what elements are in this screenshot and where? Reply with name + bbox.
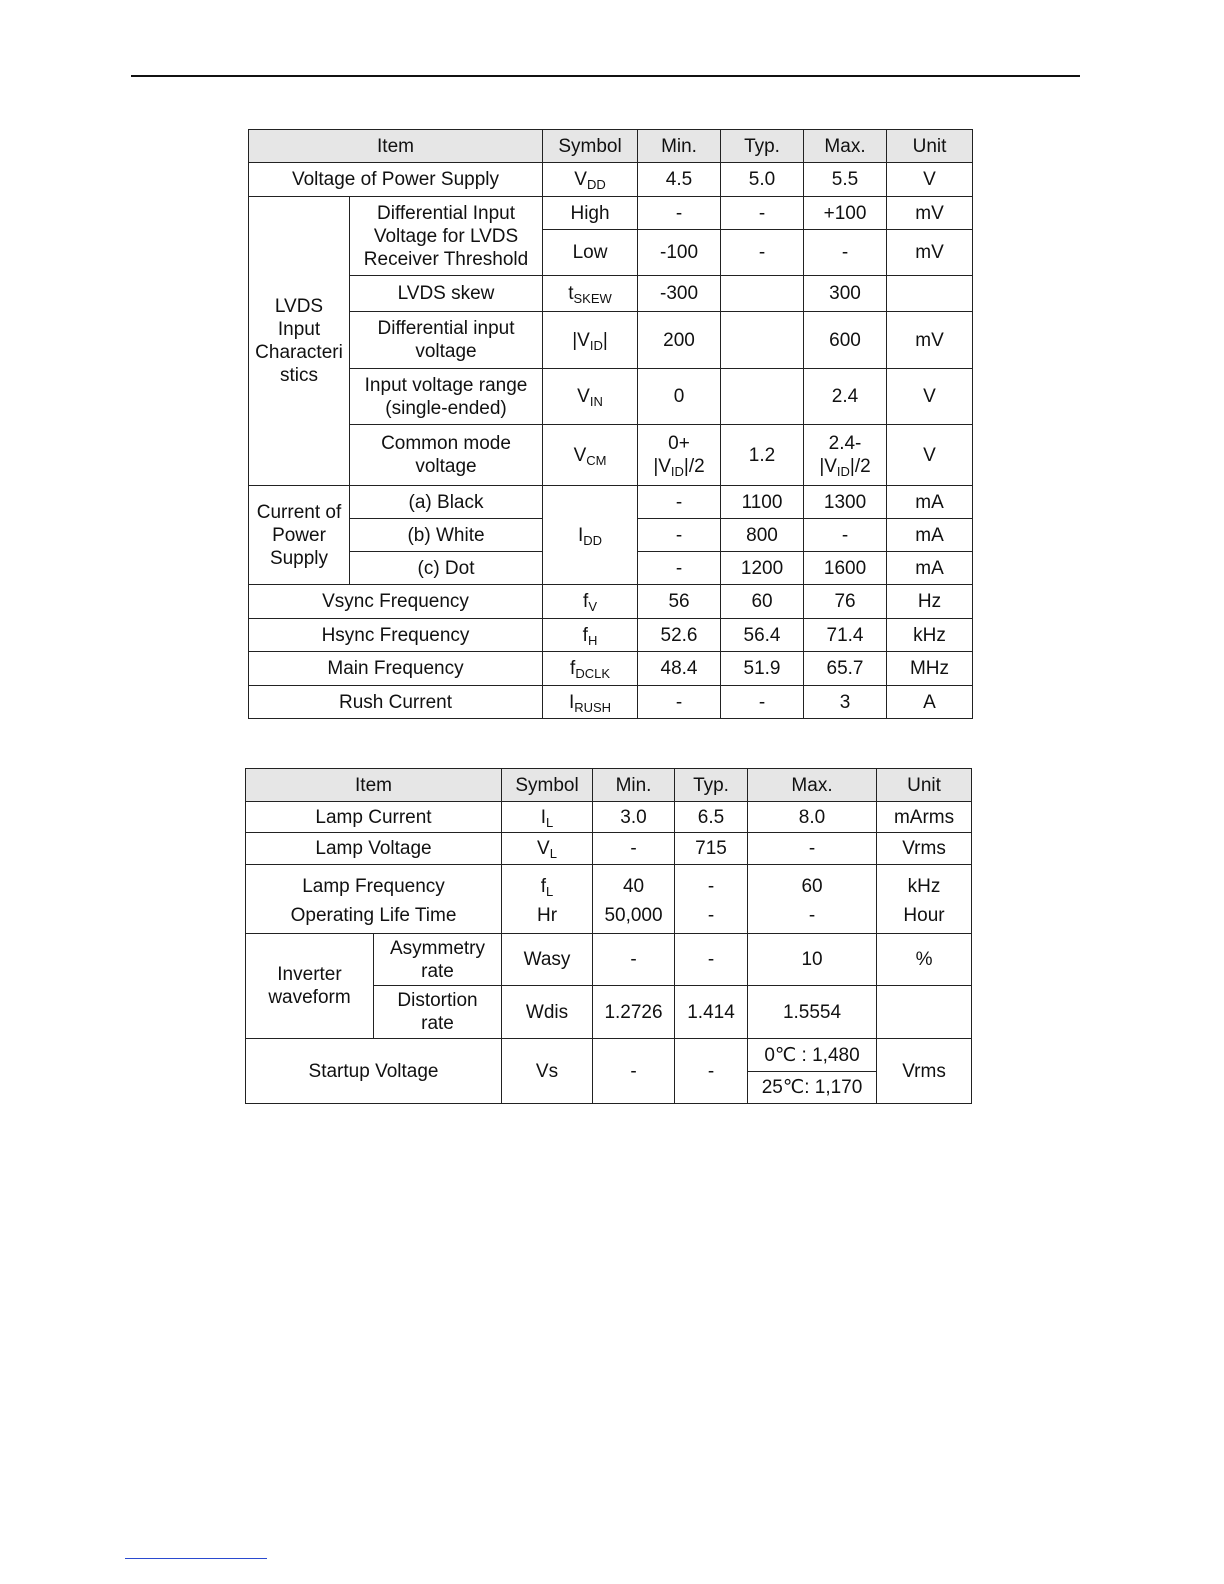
- row-unit: mV: [887, 197, 973, 230]
- row-min: -: [638, 486, 721, 519]
- row-min: -: [638, 197, 721, 230]
- table-row: [249, 619, 973, 652]
- row-unit: Vrms: [877, 833, 972, 865]
- row-max: 65.7: [804, 652, 887, 686]
- row-symbol: Vs: [502, 1039, 593, 1104]
- group-line: Input: [277, 319, 321, 340]
- value-line: [640, 455, 718, 478]
- symbol-base: I: [568, 691, 575, 713]
- symbol-subscript: DD: [586, 177, 606, 192]
- symbol-suffix: |: [602, 329, 608, 351]
- footer-link-rule: [125, 1558, 267, 1559]
- row-unit: A: [887, 686, 973, 719]
- symbol-subscript: IN: [589, 394, 603, 409]
- row-typ: -: [721, 686, 804, 719]
- symbol-base: V: [577, 386, 590, 407]
- row-typ: 1200: [721, 552, 804, 585]
- symbol-base: I: [577, 524, 584, 546]
- symbol-base: f: [583, 591, 589, 612]
- symbol-subscript: L: [549, 846, 557, 861]
- row-typ: -: [675, 865, 748, 901]
- header-item: Item: [246, 769, 502, 802]
- header-unit: Unit: [887, 130, 973, 163]
- value-base: |V: [653, 456, 671, 477]
- header-item: Item: [249, 130, 543, 163]
- table-header-row: [249, 130, 973, 163]
- item-line: Differential input: [377, 318, 515, 339]
- row-typ: 6.5: [675, 802, 748, 833]
- table-row: [249, 276, 973, 312]
- row-typ: -: [721, 197, 804, 230]
- value-subscript: ID: [670, 464, 684, 479]
- row-max: 300: [804, 276, 887, 312]
- row-max: 10: [748, 934, 877, 986]
- row-min: -: [593, 833, 675, 865]
- row-symbol: [543, 686, 638, 719]
- header-typ: Typ.: [721, 130, 804, 163]
- symbol-subscript: RUSH: [574, 699, 612, 715]
- row-unit: MHz: [887, 652, 973, 686]
- group-line: Supply: [269, 547, 329, 569]
- row-unit: mV: [887, 312, 973, 369]
- table-row: [249, 425, 973, 486]
- value-line: 0+: [668, 433, 690, 454]
- row-unit: mA: [887, 552, 973, 585]
- row-typ: [721, 312, 804, 369]
- row-item: [350, 312, 543, 369]
- row-unit: Hour: [877, 901, 972, 934]
- row-max-25c: 25℃: 1,170: [748, 1072, 877, 1104]
- row-unit: V: [887, 163, 973, 197]
- row-typ: 1.2: [721, 425, 804, 486]
- row-typ: 51.9: [721, 652, 804, 686]
- row-max: 60: [748, 865, 877, 901]
- row-unit: mV: [887, 230, 973, 276]
- row-max: 600: [804, 312, 887, 369]
- row-symbol: High: [543, 197, 638, 230]
- threshold-item: [350, 197, 543, 276]
- symbol-subscript: DD: [583, 532, 603, 548]
- row-item: (b) White: [350, 519, 543, 552]
- row-max: -: [748, 833, 877, 865]
- row-item: [374, 934, 502, 986]
- symbol-base: f: [582, 624, 588, 646]
- table-row: [249, 163, 973, 197]
- row-min: 0: [638, 369, 721, 425]
- row-min: -: [593, 1039, 675, 1104]
- row-min: -: [593, 934, 675, 986]
- row-typ: -: [675, 901, 748, 934]
- row-symbol: [543, 163, 638, 197]
- row-unit: Hz: [887, 585, 973, 619]
- header-unit: Unit: [877, 769, 972, 802]
- row-min: -: [638, 519, 721, 552]
- row-min: 52.6: [638, 619, 721, 652]
- group-line: stics: [280, 365, 318, 386]
- table-row: [249, 369, 973, 425]
- row-item: LVDS skew: [350, 276, 543, 312]
- row-item: Lamp Current: [246, 802, 502, 833]
- item-line: Differential Input: [377, 202, 516, 224]
- header-rule: [131, 75, 1080, 77]
- row-symbol: [543, 652, 638, 686]
- symbol-subscript: ID: [589, 337, 603, 353]
- row-min: -: [638, 552, 721, 585]
- value-suffix: |/2: [683, 456, 705, 477]
- row-typ: [721, 369, 804, 425]
- row-min: -300: [638, 276, 721, 312]
- row-typ: 56.4: [721, 619, 804, 652]
- symbol-subscript: SKEW: [573, 291, 612, 306]
- symbol-subscript: V: [588, 599, 597, 614]
- row-max: 1.5554: [748, 986, 877, 1039]
- value-base: |V: [819, 456, 837, 477]
- row-item: Startup Voltage: [246, 1039, 502, 1104]
- row-min: 4.5: [638, 163, 721, 197]
- row-symbol: [543, 369, 638, 425]
- row-symbol: [543, 619, 638, 652]
- header-max: Max.: [804, 130, 887, 163]
- symbol-base: |V: [572, 329, 590, 351]
- table-row: [246, 833, 972, 865]
- table-row: [249, 312, 973, 369]
- table-row: [246, 934, 972, 986]
- row-symbol: [543, 585, 638, 619]
- value-subscript: ID: [836, 464, 850, 479]
- row-min: -: [638, 686, 721, 719]
- table-row: [249, 197, 973, 230]
- row-max: 3: [804, 686, 887, 719]
- row-max: 1300: [804, 486, 887, 519]
- item-line: Distortion: [397, 990, 478, 1011]
- row-max: -: [804, 519, 887, 552]
- row-max: -: [748, 901, 877, 934]
- electrical-characteristics-table: [248, 129, 973, 719]
- symbol-subscript: L: [546, 814, 554, 830]
- group-line: Current of: [256, 501, 342, 523]
- item-line: voltage: [415, 341, 477, 362]
- row-max: 2.4: [804, 369, 887, 425]
- row-symbol: Wasy: [502, 934, 593, 986]
- row-max: 5.5: [804, 163, 887, 197]
- item-line: Common mode: [381, 433, 511, 454]
- row-symbol: [502, 802, 593, 833]
- group-line: Power: [272, 524, 326, 546]
- row-symbol: Low: [543, 230, 638, 276]
- group-line: LVDS: [274, 296, 324, 317]
- header-symbol: Symbol: [502, 769, 593, 802]
- table-row: [249, 585, 973, 619]
- row-typ: -: [675, 934, 748, 986]
- header-min: Min.: [638, 130, 721, 163]
- item-line: rate: [421, 1013, 454, 1034]
- row-min: 200: [638, 312, 721, 369]
- symbol-base: V: [573, 444, 587, 466]
- row-max: +100: [804, 197, 887, 230]
- row-item: Operating Life Time: [246, 901, 502, 934]
- header-typ: Typ.: [675, 769, 748, 802]
- row-max: 71.4: [804, 619, 887, 652]
- symbol-base: t: [568, 283, 574, 304]
- value-line: [806, 455, 884, 478]
- symbol-base: V: [537, 838, 550, 859]
- row-min: -100: [638, 230, 721, 276]
- symbol-subscript: CM: [586, 452, 607, 468]
- row-typ: 800: [721, 519, 804, 552]
- item-line: rate: [421, 960, 454, 982]
- symbol-subscript: DCLK: [575, 666, 610, 681]
- table-row: [249, 652, 973, 686]
- row-item: Voltage of Power Supply: [249, 163, 543, 197]
- row-unit: kHz: [877, 865, 972, 901]
- table-row: [249, 686, 973, 719]
- header-min: Min.: [593, 769, 675, 802]
- row-min: 1.2726: [593, 986, 675, 1039]
- row-item: Lamp Voltage: [246, 833, 502, 865]
- row-max-0c: 0℃ : 1,480: [748, 1039, 877, 1072]
- row-min: [638, 425, 721, 486]
- row-unit: V: [887, 425, 973, 486]
- lvds-group-label: [249, 197, 350, 486]
- table-row: [246, 865, 972, 901]
- item-line: Receiver Threshold: [363, 248, 529, 270]
- symbol-subscript: L: [546, 883, 554, 899]
- row-typ: [721, 276, 804, 312]
- row-min: 50,000: [593, 901, 675, 934]
- row-unit: mArms: [877, 802, 972, 833]
- backlight-characteristics-table: [245, 768, 972, 1104]
- row-item: Rush Current: [249, 686, 543, 719]
- value-suffix: |/2: [849, 456, 871, 477]
- row-symbol: [543, 425, 638, 486]
- row-item: Vsync Frequency: [249, 585, 543, 619]
- row-symbol: [543, 312, 638, 369]
- symbol-base: f: [570, 658, 576, 679]
- row-min: 48.4: [638, 652, 721, 686]
- row-unit: V: [887, 369, 973, 425]
- group-line: Inverter: [277, 964, 342, 985]
- row-item: [374, 986, 502, 1039]
- row-typ: -: [675, 1039, 748, 1104]
- row-unit: kHz: [887, 619, 973, 652]
- item-line: Asymmetry: [390, 937, 485, 959]
- table-row: [249, 486, 973, 519]
- header-symbol: Symbol: [543, 130, 638, 163]
- row-symbol: [502, 833, 593, 865]
- symbol-base: V: [574, 169, 587, 190]
- inverter-group-label: [246, 934, 374, 1039]
- item-line: voltage: [415, 456, 477, 477]
- table-header-row: [246, 769, 972, 802]
- row-unit: Vrms: [877, 1039, 972, 1104]
- table-row: [246, 1039, 972, 1072]
- row-min: 56: [638, 585, 721, 619]
- row-typ: 60: [721, 585, 804, 619]
- row-min: 3.0: [593, 802, 675, 833]
- row-item: [350, 369, 543, 425]
- symbol-base: f: [540, 875, 547, 897]
- row-max: -: [804, 230, 887, 276]
- row-max: 8.0: [748, 802, 877, 833]
- row-unit: mA: [887, 486, 973, 519]
- idd-symbol: [543, 486, 638, 585]
- current-group-label: [249, 486, 350, 585]
- row-typ: 5.0: [721, 163, 804, 197]
- symbol-base: I: [540, 806, 547, 828]
- row-typ: 1100: [721, 486, 804, 519]
- row-item: Lamp Frequency: [246, 865, 502, 901]
- group-line: Characteri: [255, 342, 343, 363]
- row-item: [350, 425, 543, 486]
- row-item: Main Frequency: [249, 652, 543, 686]
- row-item: Hsync Frequency: [249, 619, 543, 652]
- row-symbol: Wdis: [502, 986, 593, 1039]
- row-item: (c) Dot: [350, 552, 543, 585]
- row-max: 76: [804, 585, 887, 619]
- header-max: Max.: [748, 769, 877, 802]
- row-typ: 1.414: [675, 986, 748, 1039]
- row-symbol: [543, 276, 638, 312]
- table-row: [246, 802, 972, 833]
- item-line: (single-ended): [385, 397, 507, 419]
- item-line: Input voltage range: [364, 374, 528, 396]
- group-line: waveform: [268, 987, 351, 1008]
- row-symbol: [502, 865, 593, 901]
- symbol-subscript: H: [587, 632, 598, 648]
- table-row: [246, 901, 972, 934]
- row-unit: %: [877, 934, 972, 986]
- row-max: [804, 425, 887, 486]
- row-unit: [887, 276, 973, 312]
- row-typ: -: [721, 230, 804, 276]
- row-unit: mA: [887, 519, 973, 552]
- row-unit: [877, 986, 972, 1039]
- item-line: Voltage for LVDS: [373, 225, 519, 247]
- row-typ: 715: [675, 833, 748, 865]
- row-symbol: Hr: [502, 901, 593, 934]
- row-max: 1600: [804, 552, 887, 585]
- value-line: 2.4-: [828, 433, 862, 454]
- row-min: 40: [593, 865, 675, 901]
- row-item: (a) Black: [350, 486, 543, 519]
